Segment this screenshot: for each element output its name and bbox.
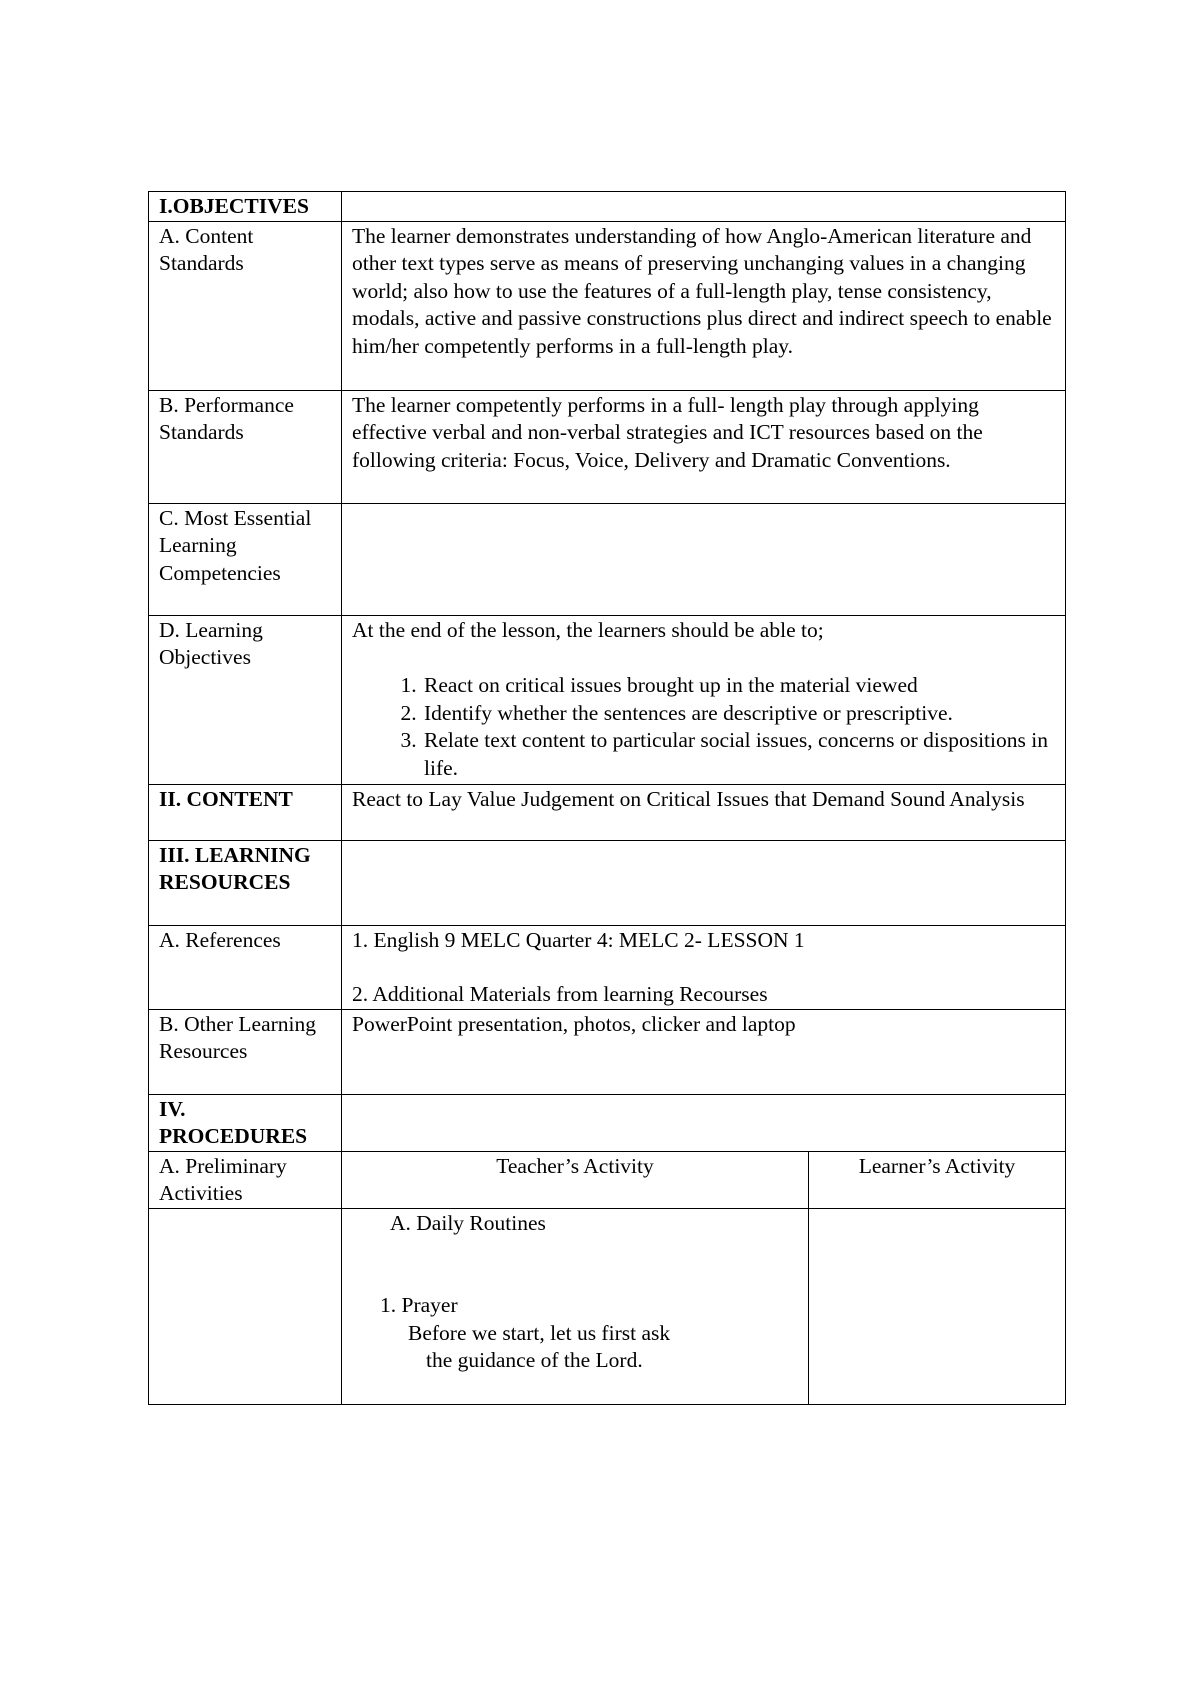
prayer-item: 1. Prayer	[380, 1293, 458, 1317]
procedures-empty-cell	[342, 1094, 1066, 1151]
content-text: React to Lay Value Judgement on Critical Issues that Demand Sound Analysis	[342, 784, 1066, 840]
procedures-row	[149, 1094, 1066, 1151]
content-heading: II. CONTENT	[149, 784, 342, 840]
content-row	[149, 784, 1066, 840]
melc-label: C. Most Essential Learning Competencies	[149, 503, 342, 615]
learner-activity-cell	[809, 1208, 1066, 1404]
performance-standards-row	[149, 390, 1066, 503]
daily-routines-heading: A. Daily Routines	[390, 1210, 546, 1235]
other-resources-text: PowerPoint presentation, photos, clicker and laptop	[342, 1009, 1066, 1094]
other-resources-label: B. Other Learning Resources	[149, 1009, 342, 1094]
activities-header-row	[149, 1151, 1066, 1208]
reference-item: 2. Additional Materials from learning Recourses	[352, 982, 768, 1006]
content-standards-text: The learner demonstrates understanding of how Anglo-American literature and other text types serve as means of preserving unchanging values in a changing world; also how to use the features of a full-length play, tense consistency, modals, active and passive constructions plus direct and indirect speech to enable him/her competently performs in a full-length play.	[342, 221, 1066, 390]
procedures-empty-label-cell	[149, 1208, 342, 1404]
lesson-plan-table	[148, 191, 1066, 1405]
learning-objectives-label: D. Learning Objectives	[149, 615, 342, 784]
objectives-empty-cell	[342, 192, 1066, 222]
references-row	[149, 925, 1066, 1009]
objectives-row	[149, 192, 1066, 222]
performance-standards-label: B. Performance Standards	[149, 390, 342, 503]
melc-row	[149, 503, 1066, 615]
references-label: A. References	[149, 925, 342, 1009]
learning-resources-empty-cell	[342, 840, 1066, 925]
procedures-heading: IV. PROCEDURES	[149, 1094, 342, 1151]
other-resources-row	[149, 1009, 1066, 1094]
reference-item: 1. English 9 MELC Quarter 4: MELC 2- LESSON 1	[352, 927, 805, 952]
content-standards-row	[149, 221, 1066, 390]
learning-objective-item: 1. React on critical issues brought up in the material viewed	[422, 672, 1055, 700]
learning-objective-item: 3. Relate text content to particular social issues, concerns or dispositions in life.	[422, 727, 1055, 782]
learning-resources-heading: III. LEARNING RESOURCES	[149, 840, 342, 925]
learning-objectives-intro: At the end of the lesson, the learners should be able to;	[352, 617, 824, 642]
teacher-activity-cell	[342, 1208, 809, 1404]
objectives-heading: I.OBJECTIVES	[149, 192, 342, 222]
preliminary-activities-label: A. Preliminary Activities	[149, 1151, 342, 1208]
performance-standards-text: The learner competently performs in a full- length play through applying effective verbal and non-verbal strategies and ICT resources based on the following criteria: Focus, Voice, Delivery and Dramatic Conventions.	[342, 390, 1066, 503]
learning-objectives-cell	[342, 615, 1066, 784]
content-standards-label: A. Content Standards	[149, 221, 342, 390]
melc-text	[342, 503, 1066, 615]
learner-activity-header: Learner’s Activity	[809, 1151, 1066, 1208]
learning-resources-row	[149, 840, 1066, 925]
teacher-activity-header: Teacher’s Activity	[342, 1151, 809, 1208]
daily-routines-row	[149, 1208, 1066, 1404]
learning-objectives-row	[149, 615, 1066, 784]
learning-objective-item: 2. Identify whether the sentences are descriptive or prescriptive.	[422, 700, 1055, 728]
prayer-text: Before we start, let us first ask	[408, 1320, 671, 1345]
learning-objectives-list	[352, 672, 1055, 782]
prayer-text: the guidance of the Lord.	[426, 1348, 643, 1372]
references-cell	[342, 925, 1066, 1009]
